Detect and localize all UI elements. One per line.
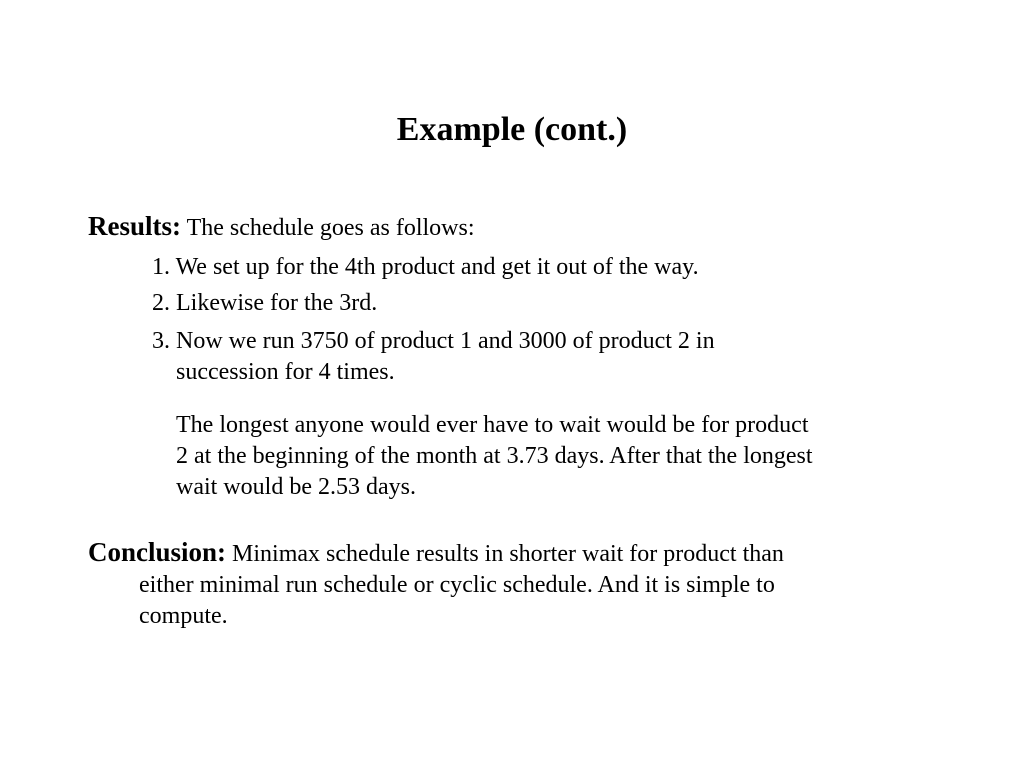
wait-line-1: The longest anyone would ever have to wait would be for product [176, 412, 809, 438]
slide-title: Example (cont.) [396, 111, 628, 148]
schedule-step-3-continuation: succession for 4 times. [176, 359, 395, 385]
conclusion-line-3: compute. [139, 603, 228, 629]
results-intro: The schedule goes as follows: [186, 215, 475, 241]
conclusion-heading [88, 536, 784, 570]
schedule-step-1: 1. We set up for the 4th product and get it out of the way. [152, 254, 699, 280]
results-label: Results: [88, 211, 181, 241]
wait-time-paragraph [176, 410, 956, 503]
wait-line-3: wait would be 2.53 days. [176, 474, 416, 500]
results-heading [88, 208, 475, 246]
conclusion-line-2: either minimal run schedule or cyclic schedule. And it is simple to [139, 572, 775, 598]
conclusion-line-1: Minimax schedule results in shorter wait for product than [232, 541, 784, 567]
conclusion-label: Conclusion: [88, 537, 227, 567]
schedule-step-3: 3. Now we run 3750 of product 1 and 3000 of product 2 in [152, 328, 715, 354]
schedule-step-2: 2. Likewise for the 3rd. [152, 290, 378, 316]
wait-line-2: 2 at the beginning of the month at 3.73 days. After that the longest [176, 443, 813, 469]
